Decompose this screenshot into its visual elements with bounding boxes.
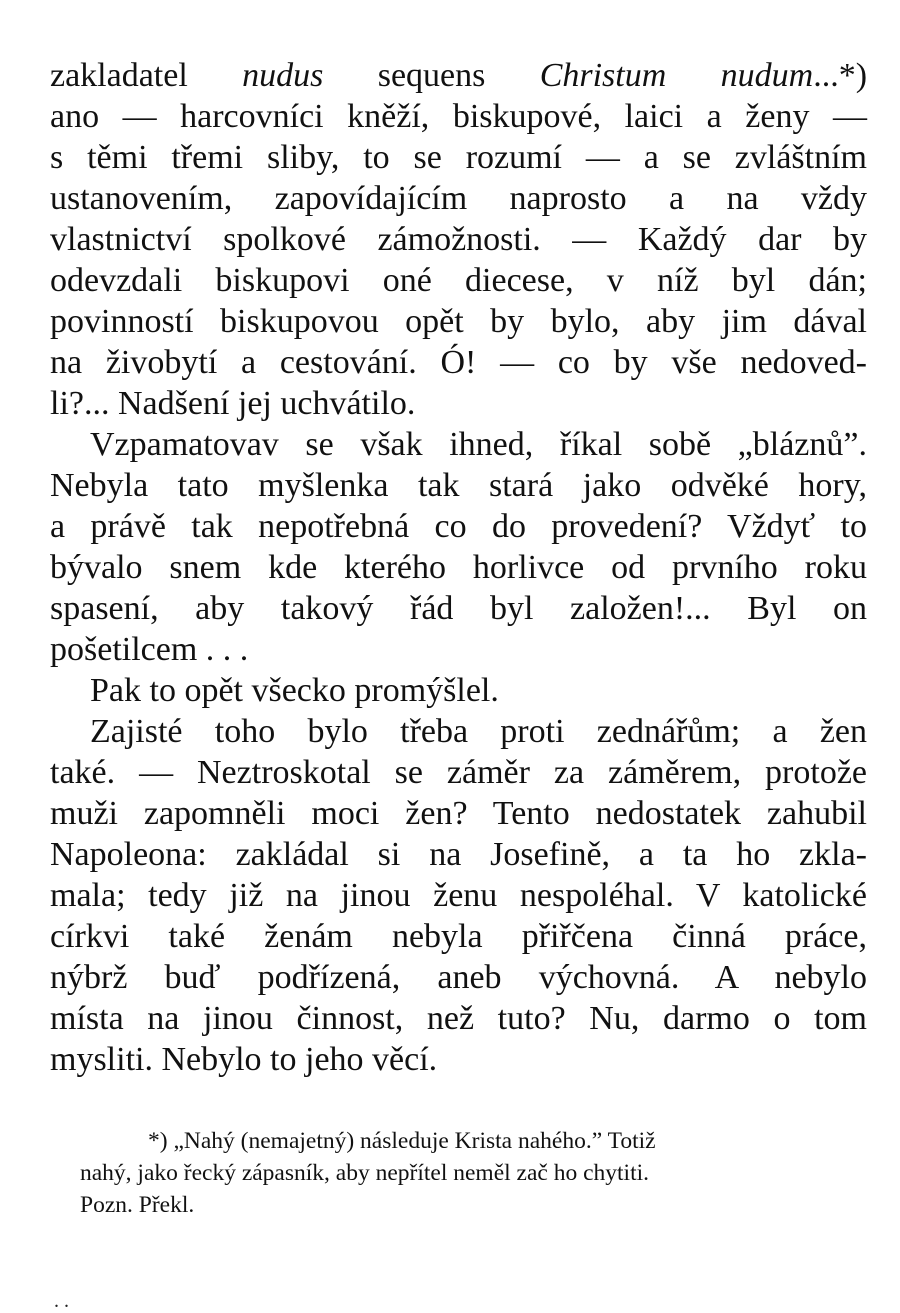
text-line-2: ano — harcovníci kněží, biskupové, laici a ženy — bbox=[50, 98, 867, 135]
page-body bbox=[50, 55, 867, 1080]
text-line-13: bývalo snem kde kterého horlivce od prvního roku bbox=[50, 549, 867, 586]
page-number: . . bbox=[54, 1290, 69, 1312]
text-line-18: také. — Neztroskotal se záměr za záměrem, protože bbox=[50, 754, 867, 791]
main-text bbox=[50, 55, 867, 1080]
text-line-3: s těmi třemi sliby, to se rozumí — a se zvláštním bbox=[50, 139, 867, 176]
text-segment: zakladatel bbox=[50, 57, 243, 94]
text-segment: sequens bbox=[323, 57, 540, 94]
text-line-17: Zajisté toho bylo třeba proti zednářům; a žen bbox=[90, 713, 867, 750]
text-line-4: ustanovením, zapovídajícím naprosto a na vždy bbox=[50, 180, 867, 217]
text-line-25: mysliti. Nebylo to jeho věcí. bbox=[50, 1041, 438, 1078]
text-line-10: Vzpamatovav se však ihned, říkal sobě „bláznů”. bbox=[90, 426, 867, 463]
text-line-11: Nebyla tato myšlenka tak stará jako odvěké hory, bbox=[50, 467, 867, 504]
footnote bbox=[80, 1125, 840, 1221]
text-line-21: mala; tedy již na jinou ženu nespoléhal. V katolické bbox=[50, 877, 867, 914]
text-line-1 bbox=[50, 55, 867, 96]
text-line-6: odevzdali biskupovi oné diecese, v níž byl dán; bbox=[50, 262, 867, 299]
text-line-22: církvi také ženám nebyla přiřčena činná práce, bbox=[50, 918, 867, 955]
footnote-line-1: *) „Nahý (nemajetný) následuje Krista nahého.” Totiž bbox=[148, 1128, 656, 1154]
text-line-24: místa na jinou činnost, než tuto? Nu, darmo o tom bbox=[50, 1000, 867, 1037]
text-line-5: vlastnictví spolkové zámožnosti. — Každý dar by bbox=[50, 221, 867, 258]
text-line-8: na živobytí a cestování. Ó! — co by vše nedoved- bbox=[50, 344, 867, 381]
text-line-7: povinností biskupovou opět by bylo, aby jim dával bbox=[50, 303, 867, 340]
text-line-20: Napoleona: zakládal si na Josefině, a ta ho zkla- bbox=[50, 836, 867, 873]
footnote-line-3: Pozn. Překl. bbox=[80, 1192, 195, 1218]
italic-segment: Christum nudum bbox=[539, 57, 814, 94]
text-segment: ...*) bbox=[813, 57, 868, 94]
text-line-14: spasení, aby takový řád byl založen!... Byl on bbox=[50, 590, 867, 627]
text-line-16: Pak to opět všecko promýšlel. bbox=[90, 672, 499, 709]
footnote-line-2: nahý, jako řecký zápasník, aby nepřítel neměl zač ho chytiti. bbox=[80, 1160, 650, 1186]
text-line-9: li?... Nadšení jej uchvátilo. bbox=[50, 385, 416, 422]
text-line-15: pošetilcem . . . bbox=[50, 631, 249, 668]
text-line-23: nýbrž buď podřízená, aneb výchovná. A nebylo bbox=[50, 959, 867, 996]
text-line-12: a právě tak nepotřebná co do provedení? Vždyť to bbox=[50, 508, 867, 545]
italic-segment: nudus bbox=[242, 57, 324, 94]
text-line-19: muži zapomněli moci žen? Tento nedostatek zahubil bbox=[50, 795, 867, 832]
